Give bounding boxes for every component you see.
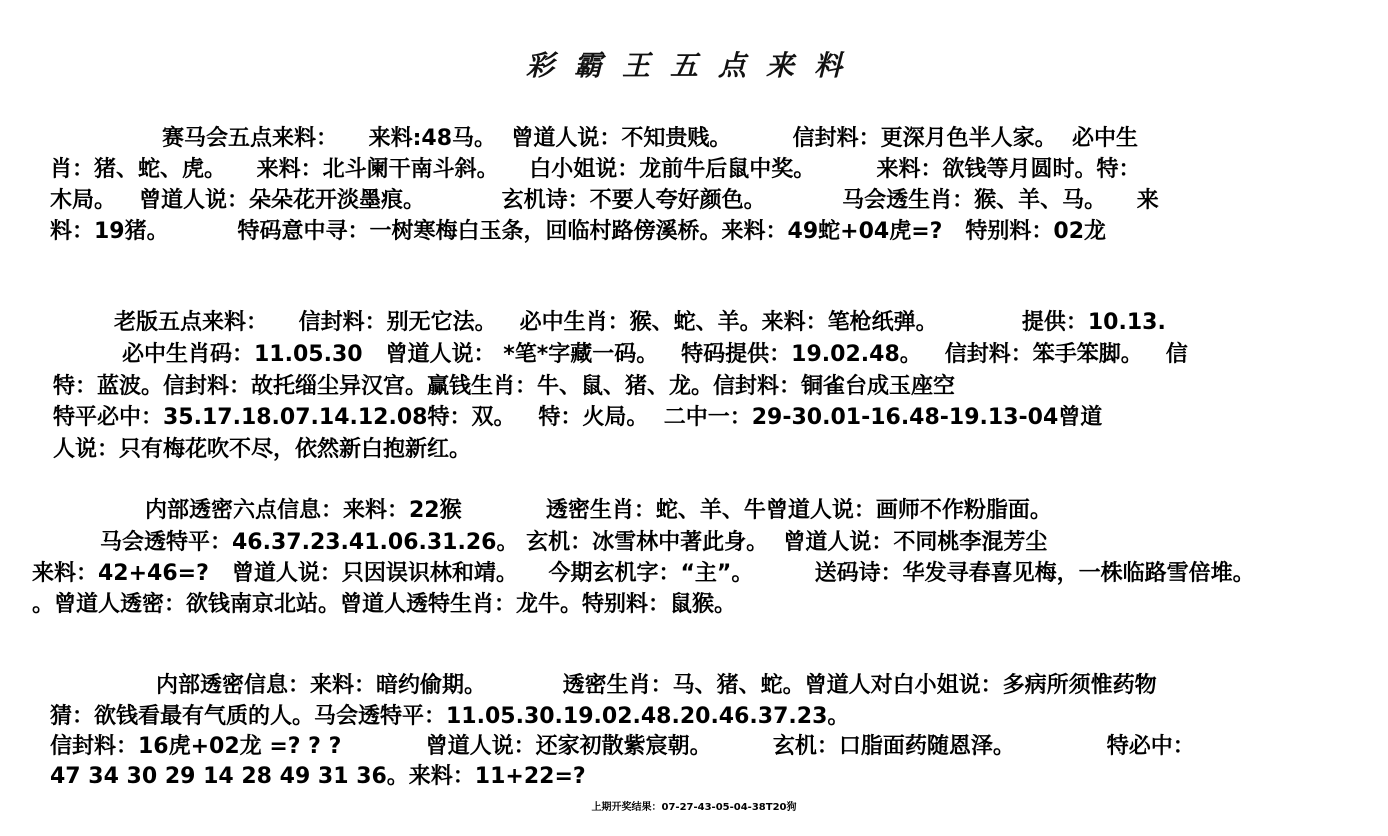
- section1-line-2: 肖：猪、蛇、虎。 来料：北斗阑干南斗斜。 白小姐说：龙前牛后鼠中奖。 来料：欲钱等月圆时。特：: [50, 157, 1141, 182]
- section4-line-4: 47 34 30 29 14 28 49 31 36。来料：11+22=?: [50, 764, 586, 789]
- section1-line-1: 赛马会五点来料： 来料:48马。 曾道人说：不知贵贱。 信封料：更深月色半人家。 必中生: [162, 126, 1138, 151]
- page-title: 彩霸王五点来料: [525, 49, 862, 82]
- section2-line-2: 必中生肖码：11.05.30 曾道人说： *笔*字藏一码。 特码提供：19.02.48。 信封料：笨手笨脚。 信: [122, 342, 1188, 367]
- section3-line-4: 。曾道人透密：欲钱南京北站。曾道人透特生肖：龙牛。特别料：鼠猴。: [32, 592, 737, 617]
- section2-line-5: 人说：只有梅花吹不尽，依然新白抱新红。: [53, 437, 472, 462]
- section2-line-1: 老版五点来料： 信封料：别无它法。 必中生肖：猴、蛇、羊。来料：笔枪纸弹。 提供：10.13.: [114, 310, 1166, 335]
- section2-line-4: 特平必中：35.17.18.07.14.12.08特：双。 特：火局。 二中一：29-30.01-16.48-19.13-04曾道: [53, 405, 1103, 430]
- section4-line-1: 内部透密信息：来料：暗约偷期。 透密生肖：马、猪、蛇。曾道人对白小姐说：多病所须惟药物: [156, 673, 1157, 698]
- last-draw-result: 上期开奖结果：07-27-43-05-04-38T20狗: [591, 802, 797, 813]
- section3-line-3: 来料：42+46=? 曾道人说：只因误识林和靖。 今期玄机字：“主”。 送码诗：华发寻春喜见梅，一株临路雪倍堆。: [32, 561, 1255, 586]
- section1-line-4: 料：19猪。 特码意中寻：一树寒梅白玉条，回临村路傍溪桥。来料：49蛇+04虎=? 特别料：02龙: [50, 219, 1107, 244]
- section2-line-3: 特：蓝波。信封料：故托缁尘异汉宫。赢钱生肖：牛、鼠、猪、龙。信封料：铜雀台成玉座空: [53, 374, 956, 399]
- section3-line-1: 内部透密六点信息：来料：22猴 透密生肖：蛇、羊、牛曾道人说：画师不作粉脂面。: [145, 498, 1052, 523]
- section4-line-3: 信封料：16虎+02龙 =? ? ? 曾道人说：还家初散紫宸朝。 玄机：口脂面药随恩泽。 特必中：: [50, 734, 1195, 759]
- section4-line-2: 猜：欲钱看最有气质的人。马会透特平：11.05.30.19.02.48.20.46.37.23。: [50, 704, 850, 729]
- section1-line-3: 木局。 曾道人说：朵朵花开淡墨痕。 玄机诗：不要人夸好颜色。 马会透生肖：猴、羊、马。 来: [50, 188, 1159, 213]
- section3-line-2: 马会透特平：46.37.23.41.06.31.26。 玄机：冰雪林中著此身。 曾道人说：不同桃李混芳尘: [100, 530, 1048, 555]
